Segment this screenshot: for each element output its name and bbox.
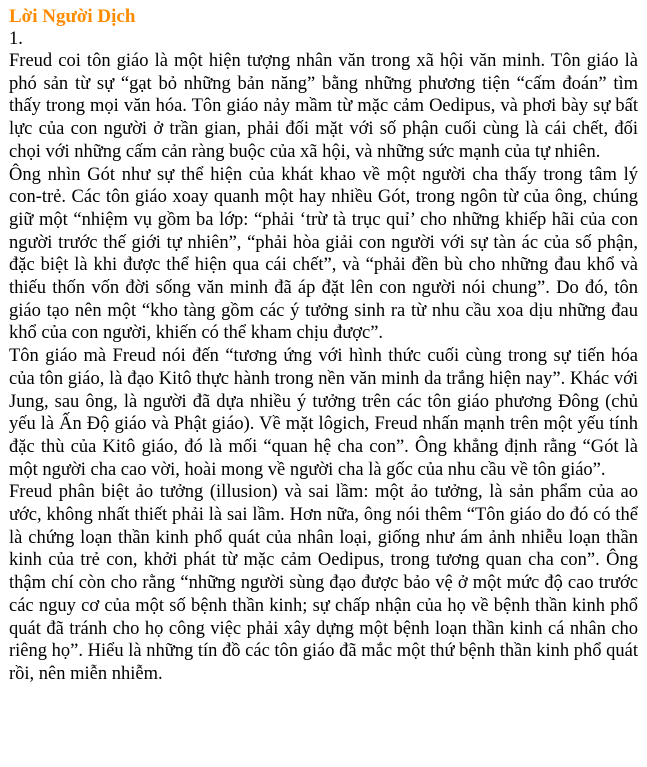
paragraph-3: Tôn giáo mà Freud nói đến “tương ứng với hình thức cuối cùng trong sự tiến hóa của tôn giáo, là đạo Kitô thực hành trong nền văn minh da trắng hiện nay”. Khác với Jung, sau ông, là người đã dựa nhiều ý tưởng trên các tôn giáo phương Đông (chủ yếu là Ấn Độ giáo và Phật giáo). Về mặt lôgich, Freud nhấn mạnh trên một yếu tính đặc thù của Kitô giáo, đó là mối “quan hệ cha con”. Ông khẳng định rằng “Gót là một người cha cao vời, hoài mong về người cha là gốc của nhu cầu về tôn giáo”. — [9, 346, 638, 480]
paragraph-4: Freud phân biệt ảo tưởng (illusion) và sai lầm: một ảo tưởng, là sản phẩm của ao ước, không nhất thiết phải là sai lầm. Hơn nữa, ông nói thêm “Tôn giáo do đó có thể là chứng loạn thần kinh phổ quát của nhân loại, giống như ám ảnh nhiễu loạn thần kinh của trẻ con, khởi phát từ mặc cảm Oedipus, trong tương quan cha con”. Ông thậm chí còn cho rằng “những người sùng đạo được bảo vệ ở một mức độ cao trước các nguy cơ của một số bệnh thần kinh; sự chấp nhận của họ về bệnh thần kinh phổ quát đã tránh cho họ công việc phải xây dựng một bệnh loạn thần kinh cá nhân cho riêng họ”. Hiểu là những tín đồ các tôn giáo đã mắc một thứ bệnh thần kinh phổ quát rồi, nên miễn nhiễm. — [9, 482, 638, 684]
paragraph-2: Ông nhìn Gót như sự thể hiện của khát khao về một người cha thấy trong tâm lý con-trẻ. Các tôn giáo xoay quanh một hay nhiều Gót, trong ngôn từ của ông, chúng giữ một “nhiệm vụ gồm ba lớp: “phải ‘trừ tà trục quỉ’ cho những khiếp hãi của con người trước thế giới tự nhiên”, “phải hòa giải con người với sự tàn ác của số phận, đặc biệt là khi được thể hiện qua cái chết”, và “phải đền bù cho những đau khổ và thiếu thốn vốn đời sống văn minh đã áp đặt lên con người nói chung”. Do đó, tôn giáo tạo nên một “kho tàng gồm các ý tưởng sinh ra từ nhu cầu xoa dịu những đau khổ của con người, khiến có thể kham chịu được”. — [9, 164, 638, 344]
document-title: Lời Người Dịch — [9, 6, 136, 27]
paragraph-1: Freud coi tôn giáo là một hiện tượng nhân văn trong xã hội văn minh. Tôn giáo là phó sản từ sự “gạt bỏ những bản năng” bằng những phương tiện “cấm đoán” tìm thấy trong mọi văn hóa. Tôn giáo nảy mầm từ mặc cảm Oedipus, và phơi bày sự bất lực của con người ở trần gian, phải đối mặt với số phận cuối cùng là cái chết, đối chọi với những cấm cản ràng buộc của xã hội, và những sức mạnh của tự nhiên. — [9, 51, 638, 162]
section-number: 1. — [9, 29, 23, 49]
